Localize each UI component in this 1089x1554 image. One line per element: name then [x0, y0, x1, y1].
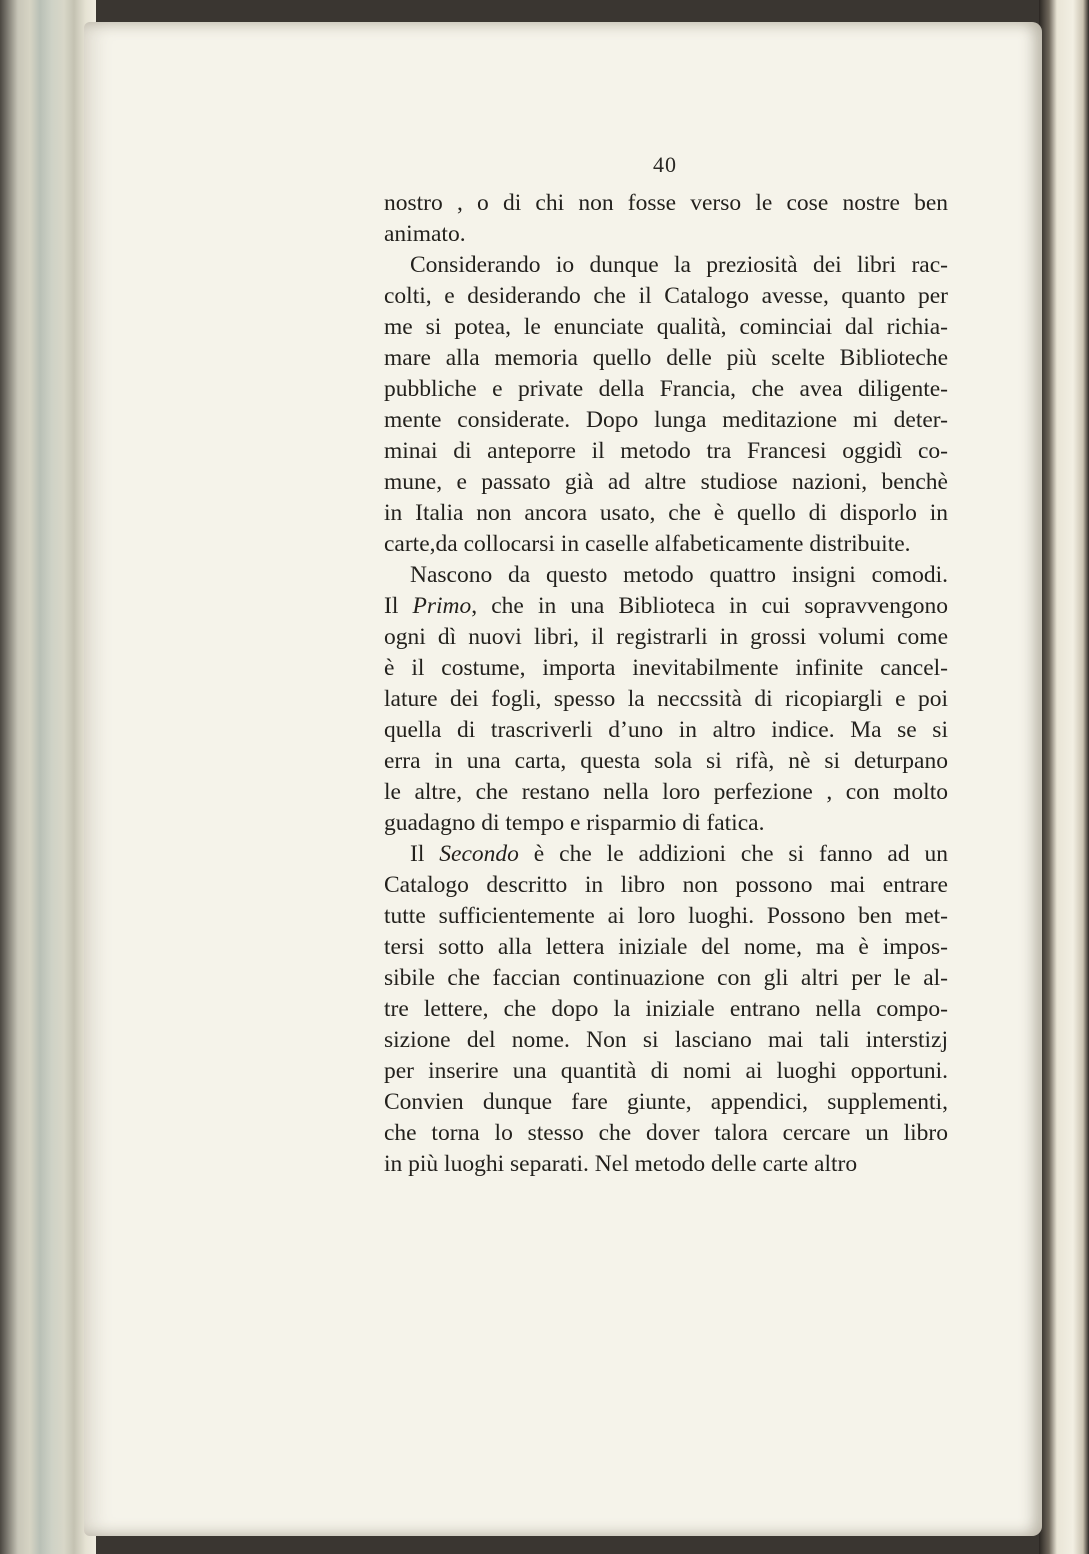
text-segment: erra in una carta, questa sola si rifà, nè si deturpano	[384, 748, 948, 774]
next-page-edge	[1039, 0, 1089, 1554]
text-line	[384, 498, 948, 529]
text-line	[384, 1056, 948, 1087]
text-segment: Il	[384, 593, 413, 619]
text-segment: sizione del nome. Non si lasciano mai tali interstizj	[384, 1027, 948, 1053]
text-segment: Considerando io dunque la preziosità dei libri rac-	[410, 252, 948, 278]
text-segment: minai di anteporre il metodo tra Francesi oggidì co-	[384, 438, 948, 464]
text-segment: tutte sufficientemente ai loro luoghi. Possono ben met-	[384, 903, 948, 929]
text-line	[384, 467, 948, 498]
text-segment: tersi sotto alla lettera iniziale del nome, ma è impos-	[384, 934, 948, 960]
text-segment: mente considerate. Dopo lunga meditazione mi deter-	[384, 407, 948, 433]
text-line	[384, 343, 948, 374]
page-number: 40	[653, 152, 677, 177]
text-line	[384, 901, 948, 932]
text-segment: Il	[410, 841, 440, 867]
text-line	[384, 839, 948, 870]
text-line	[384, 1118, 948, 1149]
text-segment: Catalogo descritto in libro non possono mai entrare	[384, 872, 948, 898]
italic-term: Secondo	[439, 841, 519, 867]
text-segment: animato.	[384, 221, 466, 247]
text-segment: , che in una Biblioteca in cui sopravvengono	[471, 593, 948, 619]
text-line	[384, 932, 948, 963]
book-binding-edge	[0, 0, 96, 1554]
text-segment: lature dei fogli, spesso la neccssità di ricopiargli e poi	[384, 686, 948, 712]
text-line	[384, 312, 948, 343]
text-segment: me si potea, le enunciate qualità, cominciai dal richia-	[384, 314, 948, 340]
text-line	[384, 374, 948, 405]
text-segment: le altre, che restano nella loro perfezione , con molto	[384, 779, 948, 805]
text-segment: ogni dì nuovi libri, il registrarli in grossi volumi come	[384, 624, 948, 650]
text-segment: in Italia non ancora usato, che è quello di disporlo in	[384, 500, 948, 526]
text-segment: Convien dunque fare giunte, appendici, supplementi,	[384, 1089, 948, 1115]
text-line	[384, 436, 948, 467]
text-line	[384, 622, 948, 653]
text-line	[384, 653, 948, 684]
text-segment: pubbliche e private della Francia, che avea diligente-	[384, 376, 948, 402]
paragraph	[384, 188, 948, 250]
text-line	[384, 1025, 948, 1056]
text-segment: mune, e passato già ad altre studiose nazioni, benchè	[384, 469, 948, 495]
text-line	[384, 963, 948, 994]
text-segment: Nascono da questo metodo quattro insigni comodi.	[410, 562, 948, 588]
text-segment: tre lettere, che dopo la iniziale entrano nella compo-	[384, 996, 948, 1022]
text-segment: guadagno di tempo e risparmio di fatica.	[384, 810, 765, 836]
text-segment: in più luoghi separati. Nel metodo delle carte altro	[384, 1151, 858, 1177]
text-line	[384, 591, 948, 622]
text-line	[384, 777, 948, 808]
text-line	[384, 281, 948, 312]
text-segment: sibile che faccian continuazione con gli altri per le al-	[384, 965, 948, 991]
text-line	[384, 188, 948, 219]
text-segment: per inserire una quantità di nomi ai luoghi opportuni.	[384, 1058, 948, 1084]
paragraph	[384, 839, 948, 1180]
text-segment: che torna lo stesso che dover talora cercare un libro	[384, 1120, 948, 1146]
text-line	[384, 994, 948, 1025]
text-line	[384, 808, 948, 839]
text-segment: mare alla memoria quello delle più scelte Biblioteche	[384, 345, 948, 371]
text-line	[384, 560, 948, 591]
text-segment: è il costume, importa inevitabilmente infinite cancel-	[384, 655, 948, 681]
text-segment: colti, e desiderando che il Catalogo avesse, quanto per	[384, 283, 948, 309]
text-line	[384, 250, 948, 281]
text-line	[384, 684, 948, 715]
body-text	[384, 188, 948, 1180]
text-line	[384, 715, 948, 746]
paragraph	[384, 560, 948, 839]
text-line	[384, 870, 948, 901]
text-segment: è che le addizioni che si fanno ad un	[518, 841, 948, 867]
text-segment: nostro , o di chi non fosse verso le cose nostre ben	[384, 190, 948, 216]
text-line	[384, 1149, 948, 1180]
text-line	[384, 1087, 948, 1118]
text-segment: quella di trascriverli d’uno in altro indice. Ma se si	[384, 717, 948, 743]
text-line	[384, 219, 948, 250]
italic-term: Primo	[412, 593, 472, 619]
paragraph	[384, 250, 948, 560]
text-line	[384, 405, 948, 436]
text-line	[384, 746, 948, 777]
text-segment: carte,da collocarsi in caselle alfabeticamente distribuite.	[384, 531, 911, 557]
text-line	[384, 529, 948, 560]
